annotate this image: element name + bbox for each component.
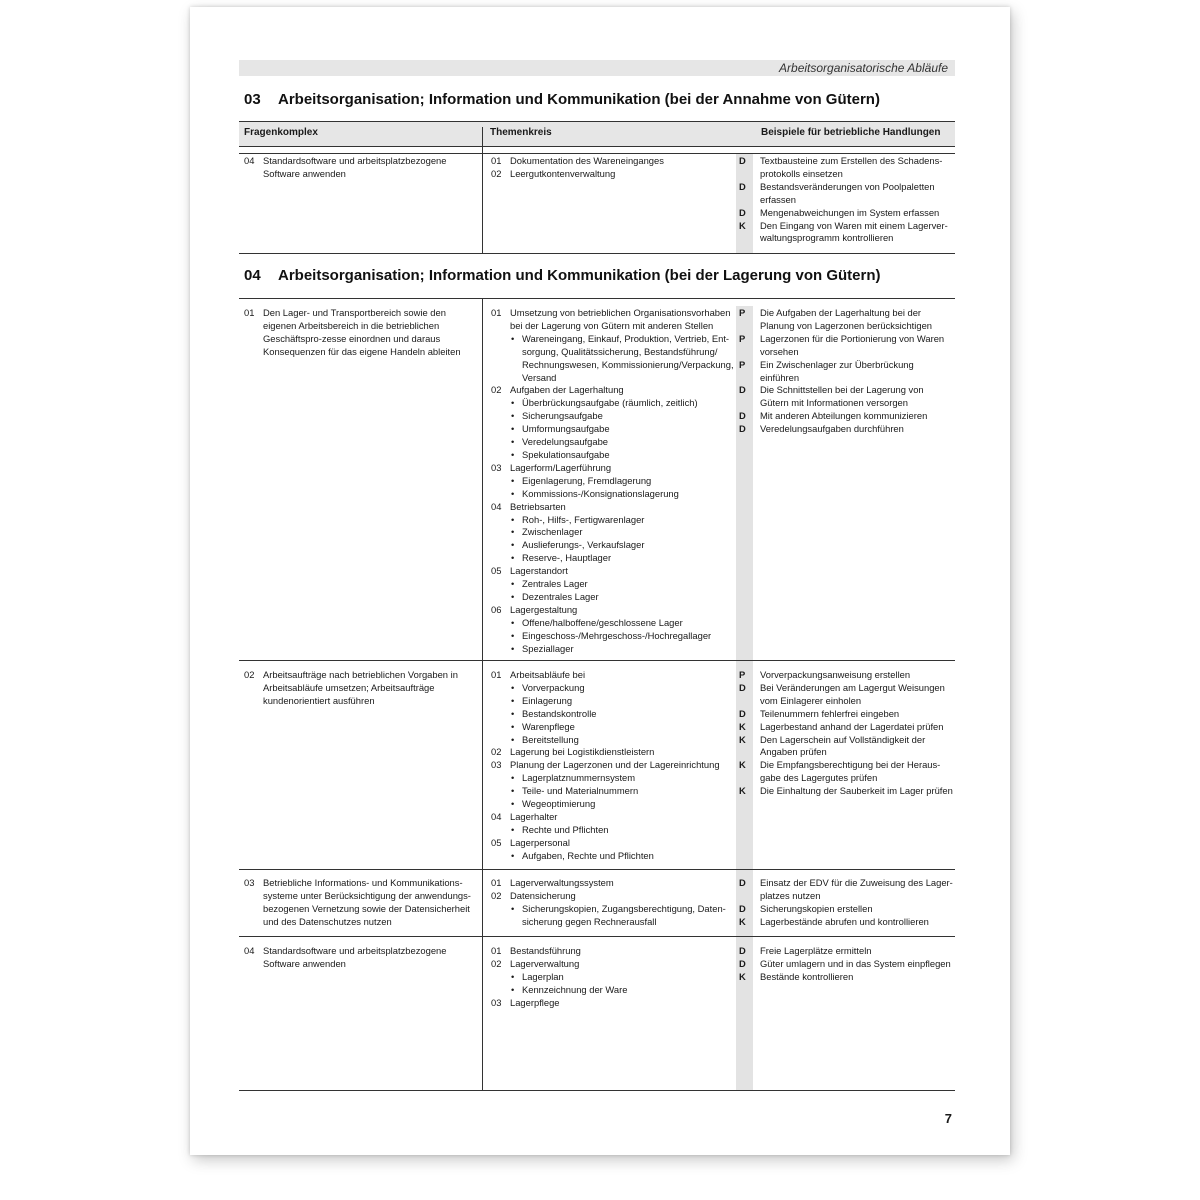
bullet-item: • Vorverpackung bbox=[491, 682, 731, 695]
section-03-title bbox=[244, 91, 880, 108]
example-text: Einsatz der EDV für die Zuweisung des Lager- bbox=[760, 877, 953, 888]
fk-number: 01 bbox=[244, 307, 255, 318]
fk-number: 04 bbox=[244, 945, 255, 956]
example-line bbox=[739, 971, 959, 984]
topic-line bbox=[491, 669, 731, 682]
example-line bbox=[739, 890, 959, 903]
topic-text: Planung der Lagerzonen und der Lagereinrichtung bbox=[510, 759, 720, 771]
document-page bbox=[190, 7, 1010, 1155]
example-line bbox=[739, 708, 959, 721]
level-letter: K bbox=[739, 219, 746, 231]
fk-number: 03 bbox=[244, 877, 255, 888]
s04-row4-beispiele bbox=[739, 945, 959, 984]
topic-line bbox=[491, 958, 731, 971]
example-line bbox=[739, 232, 959, 245]
page-number: 7 bbox=[944, 1111, 952, 1126]
topic-text: Lagerverwaltung bbox=[510, 957, 580, 969]
column-divider bbox=[482, 127, 483, 253]
level-letter: K bbox=[739, 720, 746, 732]
bullet-item: • Wegeoptimierung bbox=[491, 798, 731, 811]
bullet-item: • Teile- und Materialnummern bbox=[491, 785, 731, 798]
level-letter: D bbox=[739, 410, 746, 422]
example-text: Mengenabweichungen im System erfassen bbox=[760, 206, 940, 218]
example-line bbox=[739, 181, 959, 194]
bullet-item: • Lagerplan bbox=[491, 971, 731, 984]
example-line bbox=[739, 194, 959, 207]
example-line bbox=[739, 746, 959, 759]
example-text: Veredelungsaufgaben durchführen bbox=[760, 423, 904, 435]
bullet-item: • Warenpflege bbox=[491, 721, 731, 734]
fk-text: Arbeitsaufträge nach betrieblichen Vorgaben in Arbeitsabläufe umsetzen; Arbeitsaufträge kundenorientiert ausführen bbox=[263, 669, 458, 706]
topic-text: Lagerpflege bbox=[510, 996, 560, 1008]
example-line bbox=[739, 359, 959, 372]
topic-text: Lagerverwaltungssystem bbox=[510, 877, 614, 888]
topic-text: Lagergestaltung bbox=[510, 603, 578, 615]
topic-line bbox=[491, 746, 731, 759]
topic-number: 05 bbox=[491, 565, 502, 577]
s04-row2-beispiele bbox=[739, 669, 959, 798]
example-text: Die Schnittstellen bei der Lagerung von bbox=[760, 384, 924, 396]
level-letter: K bbox=[739, 785, 746, 797]
topic-number: 04 bbox=[491, 810, 502, 822]
bullet-item: • Dezentrales Lager bbox=[491, 591, 731, 604]
example-text: Güter umlagern und in das System einpflegen bbox=[760, 957, 951, 969]
bullet-item: • Reserve-, Hauptlager bbox=[491, 552, 731, 565]
bullet-item: • Bereitstellung bbox=[491, 734, 731, 747]
level-letter: K bbox=[739, 970, 746, 982]
level-letter: K bbox=[739, 915, 746, 927]
topic-text: Aufgaben der Lagerhaltung bbox=[510, 384, 624, 396]
example-line bbox=[739, 307, 959, 320]
topic-line bbox=[491, 604, 731, 617]
s04-row2-fragenkomplex bbox=[244, 669, 474, 708]
example-line bbox=[739, 333, 959, 346]
topic-line bbox=[491, 501, 731, 514]
example-text: Die Empfangsberechtigung bei der Heraus- bbox=[760, 759, 941, 771]
topic-line bbox=[491, 565, 731, 578]
bullet-item: • Überbrückungsaufgabe (räumlich, zeitlich) bbox=[491, 397, 731, 410]
bullet-item: • Einlagerung bbox=[491, 695, 731, 708]
bullet-item: • Kennzeichnung der Ware bbox=[491, 984, 731, 997]
example-text: protokolls einsetzen bbox=[760, 167, 843, 179]
s04-row1-beispiele bbox=[739, 307, 959, 436]
bullet-item: • Zentrales Lager bbox=[491, 578, 731, 591]
example-text: gabe des Lagergutes prüfen bbox=[760, 772, 878, 784]
example-text: Freie Lagerplätze ermitteln bbox=[760, 945, 872, 956]
column-header-fragenkomplex: Fragenkomplex bbox=[244, 127, 318, 138]
level-letter: D bbox=[739, 877, 746, 888]
topic-text: Betriebsarten bbox=[510, 500, 566, 512]
topic-number: 02 bbox=[491, 957, 502, 969]
topic-number: 01 bbox=[491, 669, 502, 680]
level-letter: K bbox=[739, 733, 746, 745]
example-text: Ein Zwischenlager zur Überbrückung bbox=[760, 358, 914, 370]
example-line bbox=[739, 785, 959, 798]
example-text: platzes nutzen bbox=[760, 889, 821, 901]
fk-text: Standardsoftware und arbeitsplatzbezogene Software anwenden bbox=[263, 945, 447, 969]
bullet-item: • Veredelungsaufgabe bbox=[491, 436, 731, 449]
topic-text: Lagerstandort bbox=[510, 565, 568, 577]
level-letter: P bbox=[739, 669, 746, 680]
bullet-item: • Sicherungskopien, Zugangsberechtigung, Daten- bbox=[491, 903, 731, 916]
topic-line bbox=[491, 890, 731, 903]
example-line bbox=[739, 155, 959, 168]
section-04-number: 04 bbox=[244, 267, 261, 284]
example-line bbox=[739, 669, 959, 682]
section-04-title bbox=[244, 267, 881, 284]
example-text: Die Einhaltung der Sauberkeit im Lager prüfen bbox=[760, 785, 953, 797]
level-letter: K bbox=[739, 759, 746, 771]
topic-number: 01 bbox=[491, 877, 502, 888]
example-text: Planung von Lagerzonen berücksichtigen bbox=[760, 319, 932, 331]
bullet-item: • Eingeschoss-/Mehrgeschoss-/Hochregallager bbox=[491, 630, 731, 643]
fk-text: Standardsoftware und arbeitsplatzbezogene Software anwenden bbox=[263, 155, 447, 179]
example-text: Lagerbestände abrufen und kontrollieren bbox=[760, 915, 929, 927]
example-line bbox=[739, 168, 959, 181]
level-letter: D bbox=[739, 180, 746, 192]
bullet-item: • Speziallager bbox=[491, 643, 731, 656]
example-text: Bestände kontrollieren bbox=[760, 970, 854, 982]
example-text: Lagerzonen für die Portionierung von Waren bbox=[760, 332, 945, 344]
example-text: erfassen bbox=[760, 193, 796, 205]
bullet-item: • Sicherungsaufgabe bbox=[491, 410, 731, 423]
row-rule bbox=[239, 869, 955, 870]
example-line bbox=[739, 320, 959, 333]
level-letter: D bbox=[739, 423, 746, 435]
topic-line bbox=[491, 877, 731, 890]
example-text: Mit anderen Abteilungen kommunizieren bbox=[760, 410, 928, 422]
example-text: Bei Veränderungen am Lagergut Weisungen bbox=[760, 681, 945, 693]
s04-row3-beispiele bbox=[739, 877, 959, 929]
example-text: Den Lagerschein auf Vollständigkeit der bbox=[760, 733, 926, 745]
bullet-item: • Eigenlagerung, Fremdlagerung bbox=[491, 475, 731, 488]
example-text: Teilenummern fehlerfrei eingeben bbox=[760, 707, 900, 719]
example-text: Die Aufgaben der Lagerhaltung bei der bbox=[760, 307, 922, 318]
bullet-item: • Auslieferungs-, Verkaufslager bbox=[491, 539, 731, 552]
row-rule bbox=[239, 660, 955, 661]
topic-number: 03 bbox=[491, 461, 502, 473]
level-letter: D bbox=[739, 206, 746, 218]
example-text: Sicherungskopien erstellen bbox=[760, 902, 873, 914]
example-text: waltungsprogramm kontrollieren bbox=[760, 232, 894, 244]
example-line bbox=[739, 903, 959, 916]
s03-row1-fragenkomplex bbox=[244, 155, 474, 181]
topic-number: 01 bbox=[491, 945, 502, 956]
example-text: Vorverpackungsanweisung erstellen bbox=[760, 669, 911, 680]
topic-line bbox=[491, 168, 731, 181]
level-letter: D bbox=[739, 384, 746, 396]
topic-line bbox=[491, 307, 731, 320]
example-text: Den Eingang von Waren mit einem Lagerver- bbox=[760, 219, 948, 231]
level-letter: D bbox=[739, 707, 746, 719]
example-line bbox=[739, 734, 959, 747]
bullet-item: • Kommissions-/Konsignationslagerung bbox=[491, 488, 731, 501]
example-line bbox=[739, 945, 959, 958]
bullet-item: • Lagerplatznummernsystem bbox=[491, 772, 731, 785]
s04-row3-themenkreis bbox=[491, 877, 731, 929]
bullet-item: • Roh-, Hilfs-, Fertigwarenlager bbox=[491, 514, 731, 527]
fk-number: 04 bbox=[244, 155, 255, 166]
example-line bbox=[739, 772, 959, 785]
s03-row1-beispiele bbox=[739, 155, 959, 245]
example-text: Gütern mit Informationen versorgen bbox=[760, 397, 908, 409]
bullet-item: • Aufgaben, Rechte und Pflichten bbox=[491, 850, 731, 863]
topic-number: 02 bbox=[491, 384, 502, 396]
topic-text: Bestandsführung bbox=[510, 945, 581, 956]
level-letter: P bbox=[739, 307, 746, 318]
example-line bbox=[739, 372, 959, 385]
topic-number: 02 bbox=[491, 746, 502, 758]
level-letter: D bbox=[739, 902, 746, 914]
example-line bbox=[739, 682, 959, 695]
section-04-heading: Arbeitsorganisation; Information und Kommunikation (bei der Lagerung von Gütern) bbox=[278, 267, 881, 284]
example-line bbox=[739, 759, 959, 772]
bullet-item: • Rechte und Pflichten bbox=[491, 824, 731, 837]
fk-text: Betriebliche Informations- und Kommunikations-systeme unter Berücksichtigung der anwendungs-bezogenen Vernetzung sowie der Datensicherheit und des Datenschutzes nutzen bbox=[263, 877, 471, 927]
example-text: Textbausteine zum Erstellen des Schadens- bbox=[760, 155, 943, 166]
topic-line bbox=[491, 462, 731, 475]
topic-text: Lagerhalter bbox=[510, 810, 558, 822]
topic-text: Arbeitsabläufe bei bbox=[510, 669, 586, 680]
section-03-number: 03 bbox=[244, 91, 261, 108]
level-letter: P bbox=[739, 332, 746, 344]
topic-text: Lagerung bei Logistikdienstleistern bbox=[510, 746, 655, 758]
bullet-continuation: Versand bbox=[522, 371, 557, 383]
example-text: vorsehen bbox=[760, 345, 799, 357]
topic-text: Leergutkontenverwaltung bbox=[510, 167, 616, 179]
bullet-item: • Zwischenlager bbox=[491, 526, 731, 539]
s04-row2-themenkreis bbox=[491, 669, 731, 863]
bullet-item: • Umformungsaufgabe bbox=[491, 423, 731, 436]
example-line bbox=[739, 410, 959, 423]
topic-line bbox=[491, 384, 731, 397]
example-line bbox=[739, 877, 959, 890]
s04-row1-themenkreis bbox=[491, 307, 734, 655]
example-text: Lagerbestand anhand der Lagerdatei prüfen bbox=[760, 720, 944, 732]
row-top-rule bbox=[239, 153, 955, 154]
bullet-item: • Wareneingang, Einkauf, Produktion, Vertrieb, Ent- bbox=[491, 333, 731, 346]
s04-row4-themenkreis bbox=[491, 945, 731, 1010]
topic-line bbox=[491, 945, 731, 958]
example-line bbox=[739, 958, 959, 971]
example-line bbox=[739, 397, 959, 410]
topic-line bbox=[491, 837, 731, 850]
section-03-heading: Arbeitsorganisation; Information und Kommunikation (bei der Annahme von Gütern) bbox=[278, 91, 880, 108]
column-header-themenkreis: Themenkreis bbox=[490, 127, 552, 138]
example-text: Bestandsveränderungen von Poolpaletten bbox=[760, 180, 935, 192]
topic-number: 02 bbox=[491, 167, 502, 179]
example-line bbox=[739, 220, 959, 233]
topic-number: 05 bbox=[491, 836, 502, 848]
s04-row3-fragenkomplex bbox=[244, 877, 474, 929]
topic-text: Lagerpersonal bbox=[510, 836, 570, 848]
row-rule bbox=[239, 936, 955, 937]
topic-line bbox=[491, 811, 731, 824]
example-text: Angaben prüfen bbox=[760, 746, 827, 758]
topic-text: Lagerform/Lagerführung bbox=[510, 461, 612, 473]
bullet-item: • Spekulationsaufgabe bbox=[491, 449, 731, 462]
topic-line bbox=[491, 759, 731, 772]
bullet-continuation: sicherung gegen Rechnerausfall bbox=[522, 915, 657, 927]
section-04-top-rule bbox=[239, 298, 955, 299]
topic-line bbox=[491, 997, 731, 1010]
bullet-continuation: Rechnungswesen, Kommissionierung/Verpackung, bbox=[522, 358, 734, 370]
topic-number: 03 bbox=[491, 759, 502, 771]
example-text: vom Einlagerer einholen bbox=[760, 694, 862, 706]
topic-number: 06 bbox=[491, 603, 502, 615]
example-text: einführen bbox=[760, 371, 800, 383]
section-03-bottom-rule bbox=[239, 253, 955, 254]
fk-text: Den Lager- und Transportbereich sowie den eigenen Arbeitsbereich in die betrieblichen Geschäftspro-zesse einordnen und daraus Konsequenzen für das eigene Handeln ableiten bbox=[263, 307, 461, 357]
column-header-beispiele: Beispiele für betriebliche Handlungen bbox=[761, 127, 941, 138]
topic-line bbox=[491, 155, 731, 168]
example-line bbox=[739, 207, 959, 220]
topic-text: Dokumentation des Wareneinganges bbox=[510, 155, 664, 166]
example-line bbox=[739, 916, 959, 929]
level-letter: D bbox=[739, 681, 746, 693]
s03-row1-themenkreis bbox=[491, 155, 731, 181]
topic-number: 02 bbox=[491, 889, 502, 901]
s04-row1-fragenkomplex bbox=[244, 307, 474, 359]
topic-number: 01 bbox=[491, 307, 502, 318]
header-bottom-rule bbox=[239, 146, 955, 147]
bullet-item: • Offene/halboffene/geschlossene Lager bbox=[491, 617, 731, 630]
example-line bbox=[739, 346, 959, 359]
column-divider bbox=[482, 298, 483, 1091]
topic-text: Umsetzung von betrieblichen Organisationsvorhaben bbox=[510, 307, 731, 318]
topic-continuation: bei der Lagerung von Gütern mit anderen Stellen bbox=[510, 319, 714, 331]
example-line bbox=[739, 721, 959, 734]
bullet-continuation: sorgung, Qualitätssicherung, Bestandsführung/ bbox=[522, 345, 718, 357]
level-letter: D bbox=[739, 155, 746, 166]
topic-number: 01 bbox=[491, 155, 502, 166]
topic-text: Datensicherung bbox=[510, 889, 576, 901]
level-letter: D bbox=[739, 957, 746, 969]
topic-number: 03 bbox=[491, 996, 502, 1008]
example-line bbox=[739, 423, 959, 436]
s04-row4-fragenkomplex bbox=[244, 945, 474, 971]
level-letter: D bbox=[739, 945, 746, 956]
fk-number: 02 bbox=[244, 669, 255, 680]
example-line bbox=[739, 384, 959, 397]
table-bottom-rule bbox=[239, 1090, 955, 1091]
running-header: Arbeitsorganisatorische Abläufe bbox=[779, 61, 948, 75]
example-line bbox=[739, 695, 959, 708]
bullet-item: • Bestandskontrolle bbox=[491, 708, 731, 721]
level-letter: P bbox=[739, 358, 746, 370]
topic-number: 04 bbox=[491, 500, 502, 512]
